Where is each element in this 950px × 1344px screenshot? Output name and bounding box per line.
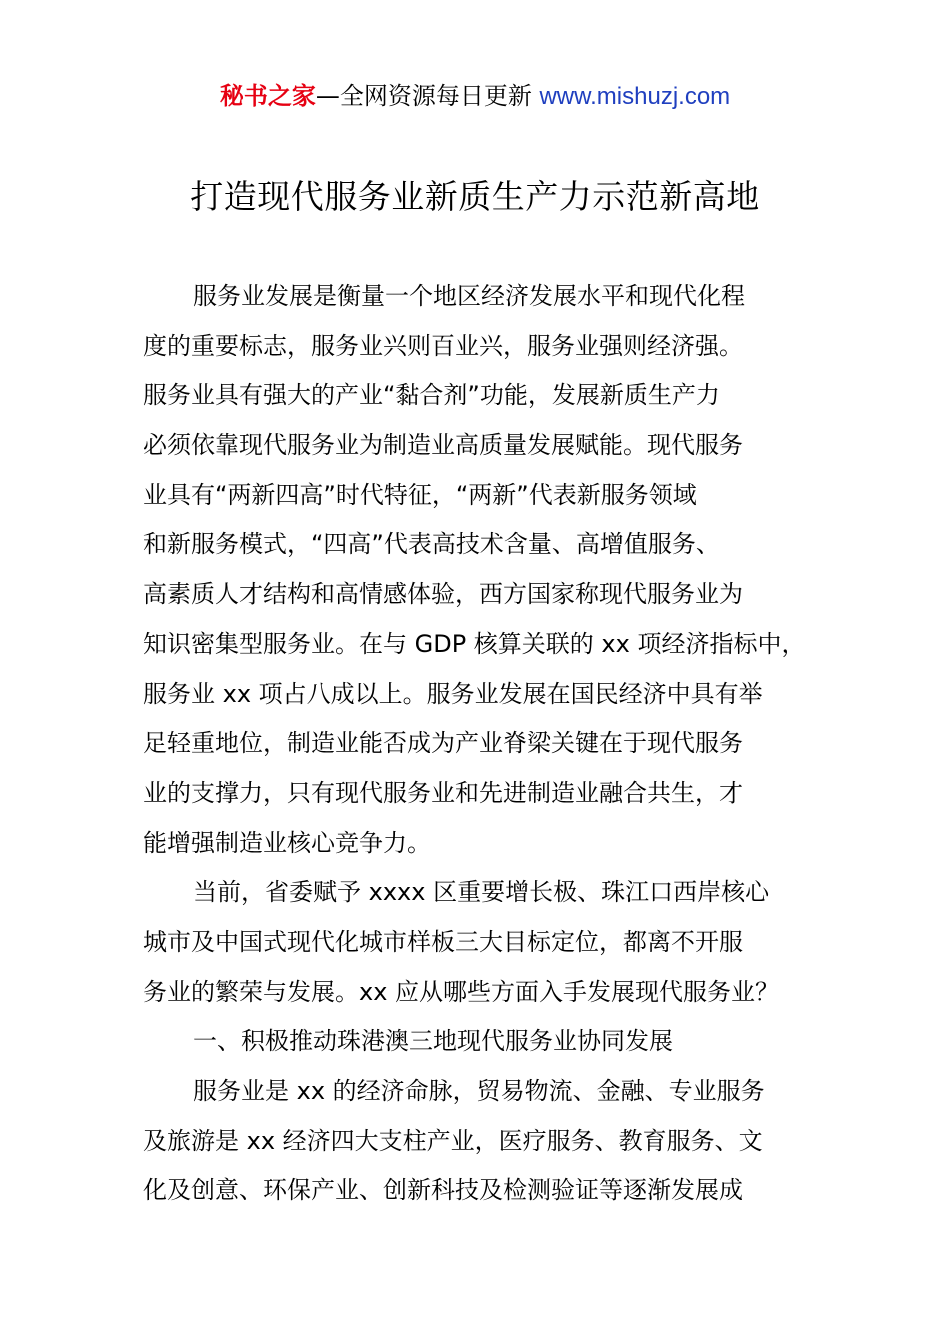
section-heading: 一、积极推动珠港澳三地现代服务业协同发展 [193,1027,673,1056]
paragraph-line: 服务业具有强大的产业“黏合剂”功能，发展新质生产力 [143,381,720,410]
paragraph-line: 化及创意、环保产业、创新科技及检测验证等逐渐发展成 [143,1176,743,1205]
paragraph-line: 能增强制造业核心竞争力。 [143,828,431,857]
site-brand: 秘书之家 [219,82,316,110]
paragraph-line: 和新服务模式，“四高”代表高技术含量、高增值服务、 [143,530,720,559]
paragraph-line: 业具有“两新四高”时代特征，“两新”代表新服务领域 [143,480,697,509]
paragraph-line: 业的支撑力，只有现代服务业和先进制造业融合共生，才 [143,778,743,807]
paragraph-line: 必须依靠现代服务业为制造业高质量发展赋能。现代服务 [143,431,743,460]
site-header [0,80,950,113]
paragraph-line: 服务业 xx 项占八成以上。服务业发展在国民经济中具有举 [143,679,763,708]
paragraph-line: 城市及中国式现代化城市样板三大目标定位，都离不开服 [143,927,743,956]
paragraph-line: 高素质人才结构和高情感体验，西方国家称现代服务业为 [143,580,743,609]
paragraph-line: 足轻重地位，制造业能否成为产业脊梁关键在于现代服务 [143,729,743,758]
paragraph-line: 服务业是 xx 的经济命脉，贸易物流、金融、专业服务 [193,1077,765,1105]
paragraph-line: 知识密集型服务业。在与 GDP 核算关联的 xx 项经济指标中， [143,629,806,658]
document-body [143,272,833,1216]
paragraph-line: 及旅游是 xx 经济四大支柱产业，医疗服务、教育服务、文 [143,1126,763,1155]
paragraph-line: 当前，省委赋予 xxxx 区重要增长极、珠江口西岸核心 [193,878,770,907]
paragraph-line: 务业的繁荣与发展。xx 应从哪些方面入手发展现代服务业？ [143,977,780,1006]
paragraph-line: 服务业发展是衡量一个地区经济发展水平和现代化程 [193,282,745,310]
document-title: 打造现代服务业新质生产力示范新高地 [190,177,760,216]
site-url[interactable]: www.mishuzj.com [539,83,731,110]
paragraph-line: 度的重要标志，服务业兴则百业兴，服务业强则经济强。 [143,331,743,360]
site-tagline: —全网资源每日更新 [315,82,540,110]
